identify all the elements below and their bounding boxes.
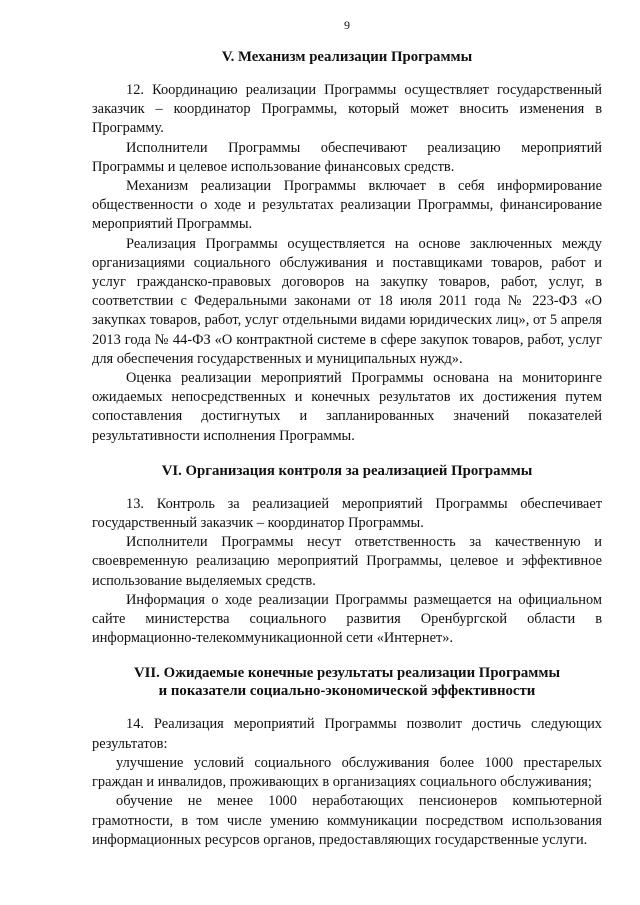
section-5-paragraph-5: Оценка реализации мероприятий Программы основана на мониторинге ожидаемых непосредственных и конечных результатов их достижения путем сопоставления достигнутых и запланированных значений показателей результативности исполнения Программы. (92, 370, 602, 444)
section-6-heading: VI. Организация контроля за реализацией Программы (161, 462, 533, 479)
section-6 (92, 462, 602, 649)
section-6-paragraph-1: 13. Контроль за реализацией мероприятий Программы обеспечивает государственный заказчик – координатор Программы. (92, 495, 602, 532)
section-7-paragraph-1: 14. Реализация мероприятий Программы позволит достичь следующих результатов: (92, 716, 602, 752)
section-5-paragraph-1: 12. Координацию реализации Программы осуществляет государственный заказчик – координатор Программы, который может вносить изменения в Программу. (92, 82, 602, 137)
page-number: 9 (344, 18, 350, 32)
section-5-heading: V. Механизм реализации Программы (221, 49, 473, 65)
section-7-heading-line-2: и показатели социально-экономической эффективности (158, 683, 536, 700)
section-7-heading (92, 664, 602, 700)
section-7-list-item-1: улучшение условий социального обслуживания более 1000 престарелых граждан и инвалидов, проживающих в организациях социального обслуживания; (92, 754, 602, 791)
section-5-paragraph-3: Механизм реализации Программы включает в себя информирование общественности о ходе и результатах реализации Программы, финансирование мероприятий Программы. (92, 178, 602, 233)
section-5-paragraph-4: Реализация Программы осуществляется на основе заключенных между организациями социального обслуживания и поставщиками товаров, работ и услуг гражданско-правовых договоров на закупку товаров, работ, услуг, в соответствии с Федеральными законами от 18 июля 2011 года № 223-ФЗ «О закупках товаров, работ, услуг отдельными видами юридических лиц», от 5 апреля 2013 года № 44-ФЗ «О контрактной системе в сфере закупок товаров, работ, услуг для обеспечения государственных и муниципальных нужд». (92, 235, 602, 367)
section-7-list-item-2: обучение не менее 1000 неработающих пенсионеров компьютерной грамотности, в том числе умению коммуникации посредством использования информационных ресурсов органов, предоставляющих государственные услуги. (92, 793, 602, 848)
section-5 (92, 48, 602, 446)
document-body (92, 48, 602, 850)
section-6-paragraph-2: Исполнители Программы несут ответственность за качественную и своевременную реализацию мероприятий Программы, целевое и эффективное использование выделяемых средств. (92, 534, 602, 589)
section-7 (92, 664, 602, 849)
section-6-paragraph-3: Информация о ходе реализации Программы размещается на официальном сайте министерства социального развития Оренбургской области в информационно-телекоммуникационной сети «Интернет». (92, 591, 602, 647)
section-5-paragraph-2: Исполнители Программы обеспечивают реализацию мероприятий Программы и целевое использование финансовых средств. (92, 139, 602, 175)
section-7-heading-line-1: VII. Ожидаемые конечные результаты реализации Программы (133, 665, 561, 682)
